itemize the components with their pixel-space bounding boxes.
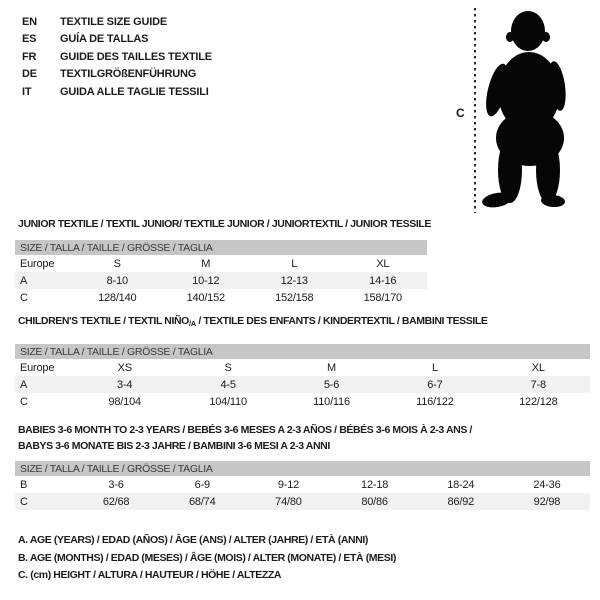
size-cell: L	[291, 257, 298, 270]
legend-line-b: B. AGE (MONTHS) / EDAD (MESES) / ÂGE (MOIS) / ALTER (MONATE) / ETÀ (MESI)	[18, 551, 396, 564]
lang-row-fr	[22, 48, 212, 66]
size-cell: M	[327, 361, 336, 374]
row-label: B	[20, 478, 28, 491]
table-row-europe	[15, 359, 590, 376]
row-label: C	[20, 291, 28, 304]
lang-label: GUIDA ALLE TAGLIE TESSILI	[60, 85, 209, 98]
lang-code: IT	[22, 85, 32, 98]
height-cell: 110/116	[313, 395, 350, 408]
height-cell: 62/68	[102, 495, 130, 508]
table-row-europe	[15, 255, 427, 272]
size-cell: XL	[376, 257, 390, 270]
children-table-title	[18, 313, 488, 332]
language-list	[22, 13, 212, 101]
lang-row-es	[22, 31, 212, 49]
age-cell: 4-5	[220, 378, 236, 391]
height-figure	[440, 0, 600, 220]
table-row-height	[15, 393, 590, 410]
row-label: A	[20, 274, 28, 287]
lang-code: ES	[22, 33, 37, 46]
row-label: Europe	[20, 257, 55, 270]
height-cell: 68/74	[188, 495, 216, 508]
size-header-bar: SIZE / TALLA / TAILLE / GRÖSSE / TAGLIA	[15, 240, 427, 255]
row-label: C	[20, 495, 28, 508]
age-cell: 5-6	[323, 378, 340, 391]
height-cell: 122/128	[519, 395, 558, 408]
months-cell: 24-36	[533, 478, 561, 491]
age-cell: 6-7	[427, 378, 443, 391]
babies-table-title	[18, 422, 472, 454]
height-cell: 158/170	[363, 291, 402, 304]
height-cell: 128/140	[98, 291, 137, 304]
size-cell: S	[224, 361, 232, 374]
height-cell: 74/80	[275, 495, 302, 508]
size-cell: S	[113, 257, 121, 270]
children-title-suffix: / TEXTILE DES ENFANTS / KINDERTEXTIL / BAMBINI TESSILE	[195, 315, 488, 327]
months-cell: 6-9	[194, 478, 210, 491]
age-cell: 8-10	[106, 274, 128, 287]
babies-title-line1: BABIES 3-6 MONTH TO 2-3 YEARS / BEBÉS 3-6 MESES A 2-3 AÑOS / BÉBÉS 3-6 MOIS À 2-3 ANS /	[18, 424, 472, 436]
height-cell: 104/110	[209, 395, 247, 408]
age-cell: 10-12	[192, 274, 220, 287]
legend-line-c: C. (cm) HEIGHT / ALTURA / HAUTEUR / HÖHE / ALTEZZA	[18, 569, 282, 581]
toddler-silhouette	[481, 11, 568, 209]
legend-line-a: A. AGE (YEARS) / EDAD (AÑOS) / ÂGE (ANS) / ALTER (JAHRE) / ETÀ (ANNI)	[18, 534, 369, 546]
lang-label: GUÍA DE TALLAS	[60, 33, 149, 46]
size-header-bar: SIZE / TALLA / TAILLE / GRÖSSE / TAGLIA	[15, 461, 590, 476]
size-cell: L	[431, 361, 438, 374]
table-row-months	[15, 476, 590, 493]
height-cell: 92/98	[533, 495, 561, 508]
children-table	[15, 344, 590, 410]
size-cell: XL	[531, 361, 545, 374]
lang-label: GUIDE DES TAILLES TEXTILE	[60, 50, 212, 63]
height-cell: 116/122	[416, 395, 454, 408]
lang-code: FR	[22, 50, 37, 63]
table-row-height	[15, 289, 427, 306]
table-row-height	[15, 493, 590, 510]
age-cell: 14-16	[369, 274, 397, 287]
junior-table-title: JUNIOR TEXTILE / TEXTIL JUNIOR/ TEXTILE JUNIOR / JUNIORTEXTIL / JUNIOR TESSILE	[18, 218, 431, 230]
row-label: C	[20, 395, 28, 408]
lang-label: TEXTILGRÖßENFÜHRUNG	[60, 68, 197, 81]
age-cell: 12-13	[280, 274, 308, 287]
age-cell: 3-4	[117, 378, 133, 391]
lang-code: EN	[22, 15, 37, 28]
table-row-age	[15, 272, 427, 289]
height-cell: 152/158	[275, 291, 314, 304]
height-cell: 80/86	[361, 495, 388, 508]
lang-row-en	[22, 13, 212, 31]
height-cell: 86/92	[447, 495, 475, 508]
children-title-prefix: CHILDREN'S TEXTILE / TEXTIL NIÑO	[18, 315, 189, 327]
lang-row-it	[22, 83, 212, 101]
height-cell: 98/104	[108, 395, 141, 408]
lang-row-de	[22, 66, 212, 84]
lang-code: DE	[22, 68, 37, 81]
junior-table	[15, 240, 427, 306]
row-label: Europe	[20, 361, 55, 374]
age-cell: 7-8	[530, 378, 546, 391]
children-title-subscript: /A	[188, 319, 196, 328]
months-cell: 3-6	[108, 478, 124, 491]
lang-label: TEXTILE SIZE GUIDE	[60, 15, 168, 28]
babies-title-line2: BABYS 3-6 MONATE BIS 2-3 JAHRE / BAMBINI 3-6 MESI A 2-3 ANNI	[18, 440, 330, 452]
months-cell: 9-12	[277, 478, 300, 491]
row-label: A	[20, 378, 28, 391]
babies-table	[15, 461, 590, 510]
height-cell: 140/152	[186, 291, 225, 304]
table-row-age	[15, 376, 590, 393]
size-cell: XS	[117, 361, 132, 374]
months-cell: 12-18	[361, 478, 389, 491]
months-cell: 18-24	[447, 478, 475, 491]
size-cell: M	[201, 257, 211, 270]
size-header-bar: SIZE / TALLA / TAILLE / GRÖSSE / TAGLIA	[15, 344, 590, 359]
legend	[18, 532, 396, 585]
height-label-c: C	[456, 106, 465, 120]
